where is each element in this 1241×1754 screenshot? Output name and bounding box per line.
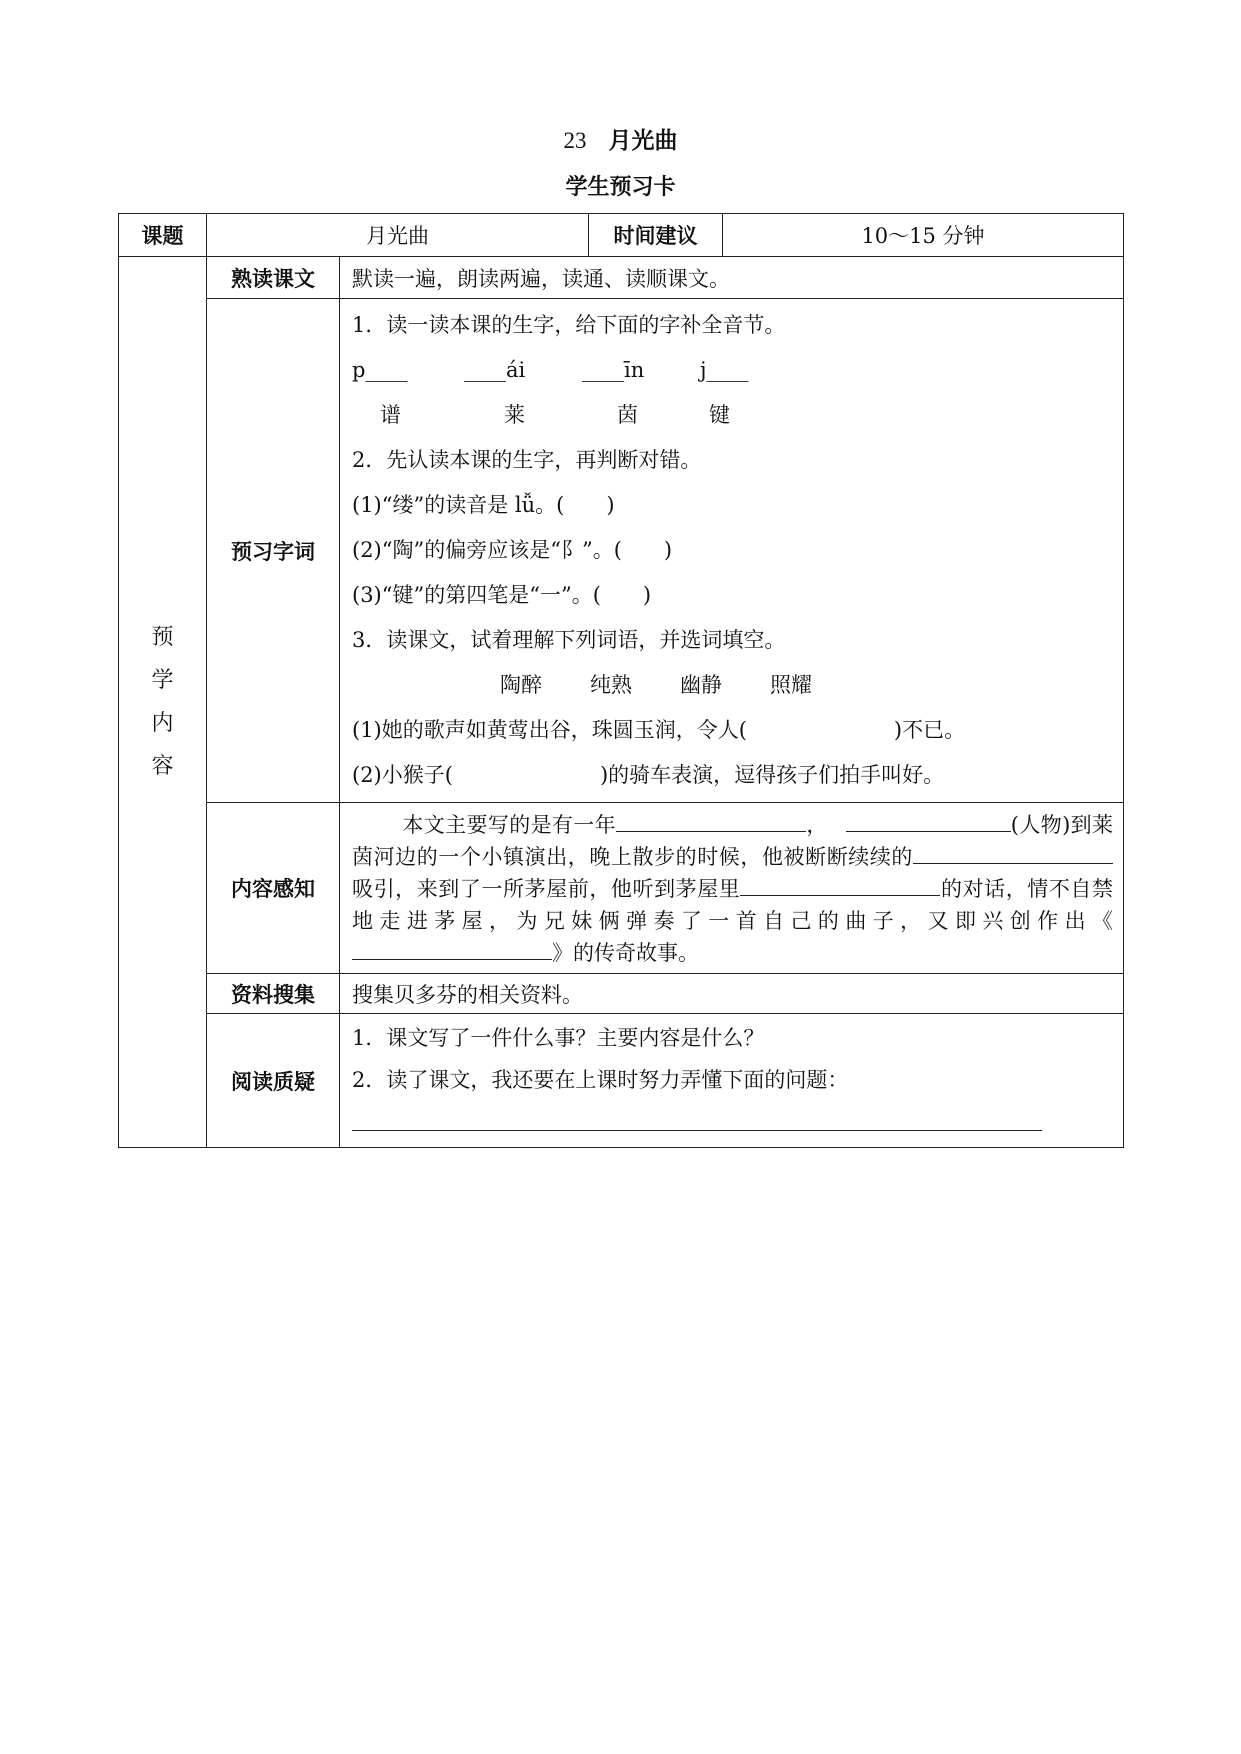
content-label: 内容感知 <box>207 803 340 974</box>
vocab-content <box>340 299 1124 803</box>
vocab-row <box>119 299 1124 803</box>
summary-text: 本文主要写的是有一年 <box>402 813 617 837</box>
answer-line-wrap <box>352 1102 1113 1136</box>
time-value: 10～15 分钟 <box>723 214 1124 257</box>
summary-text: 的对话，情不自禁地走进茅屋，为兄妹俩弹奏了一首自己的曲子，又即兴创作出《 <box>352 877 1114 933</box>
section-char: 学 <box>151 668 174 693</box>
pinyin-blank[interactable]: j____ <box>700 358 749 382</box>
vocab-question-3: 3．读课文，试着理解下列词语，并选词填空。 <box>352 628 786 652</box>
section-char: 内 <box>151 711 174 736</box>
pinyin-row <box>352 348 1113 393</box>
char: 茵 <box>617 403 638 427</box>
pinyin-blank[interactable]: ____īn <box>582 358 645 382</box>
reading-label: 熟读课文 <box>207 257 340 299</box>
vocab-question-2: 2．先认读本课的生字，再判断对错。 <box>352 448 702 472</box>
section-char: 容 <box>151 754 174 779</box>
char-row <box>352 393 1113 438</box>
lesson-number: 23 <box>563 128 587 153</box>
word-bank <box>352 663 1113 708</box>
topic-value: 月光曲 <box>207 214 589 257</box>
materials-row <box>119 974 1124 1014</box>
card-subtitle: 学生预习卡 <box>565 175 676 200</box>
vocab-question-1: 1．读一读本课的生字，给下面的字补全音节。 <box>352 313 786 337</box>
content-row <box>119 803 1124 974</box>
summary-text: (人物) <box>1010 813 1071 837</box>
judge-item[interactable]: (3)“键”的第四笔是“一”。( ) <box>352 583 652 607</box>
summary-text: 》的传奇故事。 <box>552 941 699 965</box>
materials-label: 资料搜集 <box>207 974 340 1014</box>
blank-dialogue[interactable] <box>740 875 940 896</box>
questions-row <box>119 1014 1124 1148</box>
time-label: 时间建议 <box>589 214 723 257</box>
judge-item[interactable]: (1)“缕”的读音是 lǚ。( ) <box>352 493 615 517</box>
vocab-label: 预习字词 <box>207 299 340 803</box>
question-1: 1．课文写了一件什么事？主要内容是什么？ <box>352 1026 765 1050</box>
char: 莱 <box>504 403 525 427</box>
summary-text: ， <box>806 813 828 837</box>
summary-text: 吸引，来到了一所茅屋前，他听到茅屋里 <box>352 877 741 901</box>
section-label <box>119 257 207 1148</box>
topic-label: 课题 <box>119 214 207 257</box>
reading-row <box>119 257 1124 299</box>
summary-text: 到莱茵河边的一个小镇演出，晚上散步的时候，他被断断续续的 <box>352 813 1114 869</box>
judge-item[interactable]: (2)“陶”的偏旁应该是“阝”。( ) <box>352 538 673 562</box>
content-summary <box>340 803 1124 974</box>
questions-content <box>340 1014 1124 1148</box>
pinyin-blank[interactable]: p____ <box>352 358 408 382</box>
lesson-name: 月光曲 <box>608 128 678 154</box>
char: 键 <box>709 403 730 427</box>
summary-paragraph <box>352 809 1113 969</box>
word: 陶醉 <box>500 673 542 697</box>
info-row <box>119 214 1124 257</box>
blank-person[interactable] <box>846 811 1011 832</box>
reading-text: 默读一遍，朗读两遍，读通、读顺课文。 <box>340 257 1124 299</box>
fill-item[interactable]: (1)她的歌声如黄莺出谷，珠圆玉润，令人( )不已。 <box>352 718 966 742</box>
blank-sound[interactable] <box>913 843 1113 864</box>
materials-text: 搜集贝多芬的相关资料。 <box>340 974 1124 1014</box>
fill-item[interactable]: (2)小猴子( )的骑车表演，逗得孩子们拍手叫好。 <box>352 763 945 787</box>
word: 幽静 <box>680 673 722 697</box>
section-char: 预 <box>151 625 174 650</box>
answer-line[interactable] <box>352 1102 1042 1131</box>
word: 照耀 <box>770 673 812 697</box>
word: 纯熟 <box>590 673 632 697</box>
questions-label: 阅读质疑 <box>207 1014 340 1148</box>
blank-year[interactable] <box>616 811 806 832</box>
blank-title[interactable] <box>352 939 552 960</box>
pinyin-blank[interactable]: ____ái <box>464 358 526 382</box>
question-2: 2．读了课文，我还要在上课时努力弄懂下面的问题： <box>352 1068 849 1092</box>
preview-card-table <box>118 213 1124 1148</box>
char: 谱 <box>380 403 401 427</box>
page-title <box>0 122 1241 155</box>
